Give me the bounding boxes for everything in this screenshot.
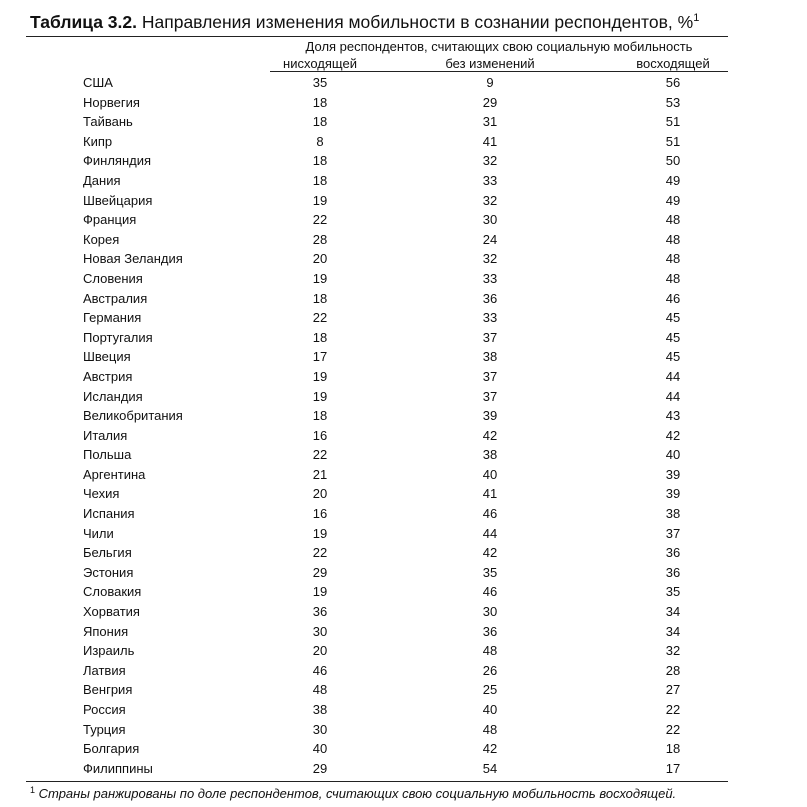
same-cell: 40 xyxy=(482,702,498,717)
up-cell: 45 xyxy=(665,329,681,345)
up-cell: 28 xyxy=(665,662,681,678)
same-cell: 39 xyxy=(482,408,498,424)
table-row xyxy=(0,759,807,779)
table-row xyxy=(0,230,807,250)
table-row xyxy=(0,249,807,269)
down-cell: 22 xyxy=(312,310,328,326)
table-row xyxy=(0,210,807,230)
down-cell: 18 xyxy=(312,408,328,424)
top-rule xyxy=(26,36,728,37)
country-cell: Россия xyxy=(83,702,126,717)
same-cell: 37 xyxy=(482,388,498,404)
down-cell: 19 xyxy=(312,525,328,541)
same-cell: 24 xyxy=(482,231,498,247)
country-cell: Новая Зеландия xyxy=(83,251,183,267)
column-header-same: без изменений xyxy=(440,56,540,72)
country-cell: Словакия xyxy=(83,584,142,600)
table-row xyxy=(0,622,807,642)
table-row xyxy=(0,563,807,583)
country-cell: Аргентина xyxy=(83,466,146,482)
same-cell: 44 xyxy=(482,525,498,541)
down-cell: 30 xyxy=(312,721,328,737)
up-cell: 48 xyxy=(665,251,681,267)
country-cell: Латвия xyxy=(83,662,126,678)
down-cell: 18 xyxy=(312,153,328,169)
country-cell: Франция xyxy=(83,212,137,228)
up-cell: 38 xyxy=(665,506,681,522)
country-cell: Норвегия xyxy=(83,94,140,110)
down-cell: 16 xyxy=(312,427,328,443)
table-row xyxy=(0,132,807,152)
country-cell: Чехия xyxy=(83,486,120,502)
same-cell: 42 xyxy=(482,741,498,757)
same-cell: 31 xyxy=(482,114,498,130)
group-header: Доля респондентов, считающих свою социальную мобильность xyxy=(305,39,693,54)
same-cell: 48 xyxy=(482,643,498,659)
same-cell: 25 xyxy=(482,682,498,698)
up-cell: 49 xyxy=(665,172,681,188)
down-cell: 19 xyxy=(312,192,328,208)
country-cell: Испания xyxy=(83,506,135,522)
country-cell: Финляндия xyxy=(83,153,152,169)
same-cell: 26 xyxy=(482,662,498,678)
country-cell: Кипр xyxy=(83,133,113,149)
footnote xyxy=(30,785,676,801)
up-cell: 34 xyxy=(665,623,681,639)
same-cell: 30 xyxy=(482,212,498,228)
down-cell: 20 xyxy=(312,643,328,659)
table-row xyxy=(0,367,807,387)
up-cell: 45 xyxy=(665,310,681,326)
country-cell: США xyxy=(83,75,113,90)
country-cell: Венгрия xyxy=(83,682,133,698)
footnote-text: Страны ранжированы по доле респондентов, считающих свою социальную мобильность восходящей. xyxy=(35,786,677,801)
up-cell: 32 xyxy=(665,643,681,659)
table-body xyxy=(0,73,807,778)
up-cell: 50 xyxy=(665,153,681,169)
down-cell: 22 xyxy=(312,447,328,463)
country-cell: Польша xyxy=(83,447,132,463)
table-row xyxy=(0,328,807,348)
down-cell: 40 xyxy=(312,741,328,757)
table-row xyxy=(0,112,807,132)
same-cell: 37 xyxy=(482,329,498,345)
country-cell: Дания xyxy=(83,172,121,188)
same-cell: 37 xyxy=(482,368,498,384)
up-cell: 48 xyxy=(665,231,681,247)
same-cell: 48 xyxy=(482,721,498,737)
down-cell: 28 xyxy=(312,231,328,247)
same-cell: 29 xyxy=(482,94,498,110)
table-row xyxy=(0,308,807,328)
table-row xyxy=(0,602,807,622)
up-cell: 53 xyxy=(665,94,681,110)
country-cell: Болгария xyxy=(83,741,140,757)
down-cell: 19 xyxy=(312,270,328,286)
down-cell: 8 xyxy=(316,133,324,149)
same-cell: 41 xyxy=(482,133,498,149)
down-cell: 29 xyxy=(312,760,328,776)
same-cell: 32 xyxy=(482,153,498,169)
up-cell: 44 xyxy=(665,368,681,384)
table-row xyxy=(0,171,807,191)
same-cell: 32 xyxy=(482,251,498,267)
table-row xyxy=(0,347,807,367)
table-row xyxy=(0,445,807,465)
up-cell: 34 xyxy=(665,604,681,620)
table-row xyxy=(0,484,807,504)
up-cell: 42 xyxy=(665,427,681,443)
table-caption xyxy=(30,12,699,33)
same-cell: 54 xyxy=(482,760,498,776)
up-cell: 44 xyxy=(665,388,681,404)
table-row xyxy=(0,720,807,740)
table-row xyxy=(0,387,807,407)
down-cell: 29 xyxy=(312,564,328,580)
down-cell: 19 xyxy=(312,368,328,384)
down-cell: 18 xyxy=(312,172,328,188)
table-row xyxy=(0,289,807,309)
table-row xyxy=(0,582,807,602)
up-cell: 36 xyxy=(665,545,681,561)
table-row xyxy=(0,504,807,524)
same-cell: 30 xyxy=(482,604,498,620)
up-cell: 35 xyxy=(665,584,681,600)
up-cell: 46 xyxy=(665,290,681,306)
up-cell: 27 xyxy=(665,682,681,698)
table-row xyxy=(0,426,807,446)
country-cell: Тайвань xyxy=(83,114,133,130)
down-cell: 22 xyxy=(312,212,328,228)
same-cell: 46 xyxy=(482,584,498,600)
up-cell: 36 xyxy=(665,564,681,580)
country-cell: Турция xyxy=(83,721,126,737)
down-cell: 16 xyxy=(312,506,328,522)
same-cell: 38 xyxy=(482,349,498,365)
country-cell: Швеция xyxy=(83,349,131,365)
header-rule xyxy=(270,71,728,72)
same-cell: 9 xyxy=(486,75,494,90)
country-cell: Филиппины xyxy=(83,760,153,776)
table-row xyxy=(0,465,807,485)
same-cell: 35 xyxy=(482,564,498,580)
up-cell: 51 xyxy=(665,133,681,149)
down-cell: 48 xyxy=(312,682,328,698)
table-row xyxy=(0,524,807,544)
footnote-mark: 1 xyxy=(30,785,36,795)
up-cell: 17 xyxy=(665,760,681,776)
table-row xyxy=(0,406,807,426)
down-cell: 19 xyxy=(312,388,328,404)
country-cell: Бельгия xyxy=(83,545,132,561)
same-cell: 32 xyxy=(482,192,498,208)
up-cell: 56 xyxy=(665,75,681,90)
same-cell: 36 xyxy=(482,623,498,639)
column-header-up: восходящей xyxy=(618,56,728,72)
up-cell: 43 xyxy=(665,408,681,424)
down-cell: 22 xyxy=(312,545,328,561)
table-row xyxy=(0,680,807,700)
down-cell: 21 xyxy=(312,466,328,482)
down-cell: 30 xyxy=(312,623,328,639)
down-cell: 17 xyxy=(312,349,328,365)
same-cell: 33 xyxy=(482,310,498,326)
up-cell: 45 xyxy=(665,349,681,365)
country-cell: Словения xyxy=(83,270,143,286)
country-cell: Исландия xyxy=(83,388,143,404)
table-row xyxy=(0,73,807,93)
up-cell: 22 xyxy=(665,702,681,717)
caption-footnote-mark: 1 xyxy=(693,12,700,24)
same-cell: 46 xyxy=(482,506,498,522)
down-cell: 38 xyxy=(312,702,328,717)
up-cell: 39 xyxy=(665,486,681,502)
country-cell: Япония xyxy=(83,623,129,639)
down-cell: 35 xyxy=(312,75,328,90)
country-cell: Хорватия xyxy=(83,604,140,620)
bottom-rule xyxy=(26,781,728,782)
table-number: Таблица 3.2. xyxy=(30,12,137,32)
same-cell: 33 xyxy=(482,172,498,188)
up-cell: 48 xyxy=(665,270,681,286)
table-row xyxy=(0,151,807,171)
country-cell: Португалия xyxy=(83,329,153,345)
same-cell: 41 xyxy=(482,486,498,502)
up-cell: 51 xyxy=(665,114,681,130)
down-cell: 18 xyxy=(312,329,328,345)
same-cell: 42 xyxy=(482,545,498,561)
country-cell: Австрия xyxy=(83,368,133,384)
same-cell: 40 xyxy=(482,466,498,482)
up-cell: 48 xyxy=(665,212,681,228)
down-cell: 20 xyxy=(312,251,328,267)
country-cell: Швейцария xyxy=(83,192,153,208)
country-cell: Корея xyxy=(83,231,120,247)
down-cell: 46 xyxy=(312,662,328,678)
table-row xyxy=(0,661,807,681)
down-cell: 19 xyxy=(312,584,328,600)
down-cell: 18 xyxy=(312,290,328,306)
table-row xyxy=(0,543,807,563)
down-cell: 18 xyxy=(312,94,328,110)
same-cell: 36 xyxy=(482,290,498,306)
up-cell: 49 xyxy=(665,192,681,208)
same-cell: 33 xyxy=(482,270,498,286)
table-row xyxy=(0,93,807,113)
country-cell: Чили xyxy=(83,525,114,541)
country-cell: Германия xyxy=(83,310,142,326)
country-cell: Италия xyxy=(83,427,128,443)
column-header-down: нисходящей xyxy=(270,56,370,72)
same-cell: 38 xyxy=(482,447,498,463)
down-cell: 18 xyxy=(312,114,328,130)
table-row xyxy=(0,269,807,289)
country-cell: Австралия xyxy=(83,290,148,306)
table-row xyxy=(0,641,807,661)
down-cell: 36 xyxy=(312,604,328,620)
up-cell: 40 xyxy=(665,447,681,463)
down-cell: 20 xyxy=(312,486,328,502)
up-cell: 18 xyxy=(665,741,681,757)
same-cell: 42 xyxy=(482,427,498,443)
table-title: Направления изменения мобильности в сознании респондентов, % xyxy=(137,12,694,32)
country-cell: Израиль xyxy=(83,643,135,659)
table-row xyxy=(0,739,807,759)
up-cell: 22 xyxy=(665,721,681,737)
country-cell: Великобритания xyxy=(83,408,183,424)
table-row xyxy=(0,700,807,720)
up-cell: 39 xyxy=(665,466,681,482)
country-cell: Эстония xyxy=(83,564,134,580)
table-row xyxy=(0,191,807,211)
up-cell: 37 xyxy=(665,525,681,541)
